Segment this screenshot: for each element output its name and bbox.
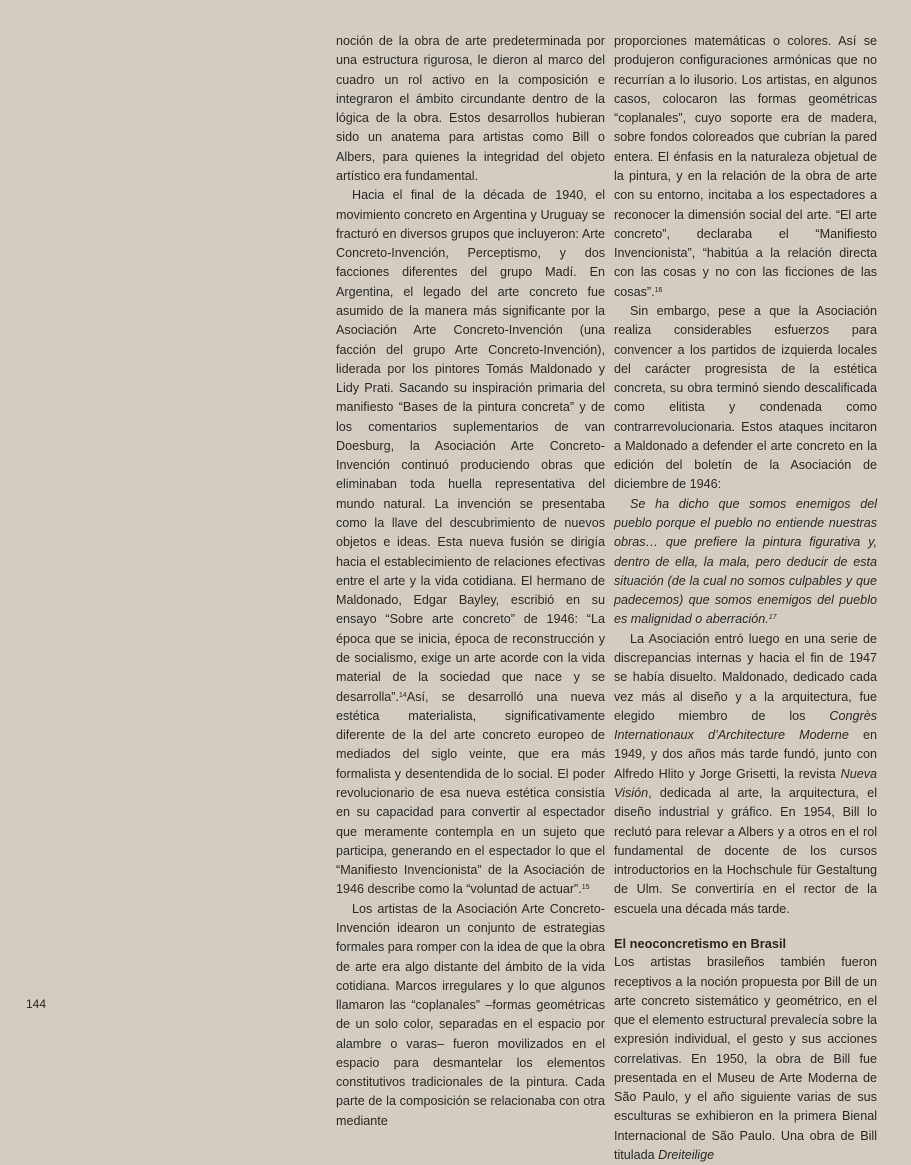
quote-text: Se ha dicho que somos enemigos del pueblo porque el pueblo no entiende nuestras obras… que prefiere la pintura figurativa y, dentro de ella, la mala, pero deducir de esta situación (de la cual no somos culpables y que padecemos) que somos enemigos del pueblo es malignidad o aberración.: [614, 496, 877, 627]
paragraph-text: Hacia el final de la década de 1940, el movimiento concreto en Argentina y Uruguay se fracturó en diversos grupos que incluyeron: Arte Concreto-Invención, Perceptismo, y dos facciones diferentes del grupo Madí. En Argentina, el legado del arte concreto fue asumido de la manera más significante por la Asociación Arte Concreto-Invención (una facción del grupo Arte Concreto-Invención), liderada por los pintores Tomás Maldonado y Lidy Prati. Sacando su inspiración primaria del manifiesto “Bases de la pintura concreta” y de los comentarios suplementarios de van Doesburg, la Asociación Arte Concreto-Invención continuó produciendo obras que eliminaban toda huella representativa del mundo natural. La invención se presentaba como la llave del descubrimiento de nuevos objetos e ideas. Esta nueva fusión se dirigía hacia el establecimiento de relaciones efectivas entre el arte y la vida cotidiana. El hermano de Maldonado, Edgar Bayley, escribió en su ensayo “Sobre arte concreto” de 1946: “La época que se inicia, época de reconstrucción y de socialismo, exige un arte acorde con la vida material de la sociedad que nace y se desarrolla”.: [336, 188, 605, 704]
footnote-ref: 15: [581, 884, 590, 892]
paragraph: [614, 32, 877, 302]
page-number: 144: [26, 997, 47, 1011]
paragraph-text: proporciones matemáticas o colores. Así se produjeron configuraciones armónicas que no recurrían a lo ilusorio. Los artistas, en algunos casos, colocaron las formas geométricas “coplanales”, cuyo soporte era de madera, sobre fondos coloreados que cubrían la pared entera. El énfasis en la naturaleza objetual de la pintura, y en la relación de la obra de arte con su entorno, incitaba a los espectadores a reconocer la dimensión social del arte. “El arte concreto”, declaraba el “Manifiesto Invencionista”, “habitúa a la relación directa con las cosas y no con las ficciones de las cosas”.: [614, 34, 877, 299]
paragraph-text: Los artistas brasileños también fueron receptivos a la noción propuesta por Bill de un arte concreto sistemático y geométrico, en el que el elemento estructural prevalecía sobre la expresión individual, el gesto y sus acciones correlativas. En 1950, la obra de Bill fue presentada en el Museu de Arte Moderna de São Paulo, y el año siguiente varias de sus esculturas se exhibieron en la primera Bienal Internacional de São Paulo. Una obra de Bill titulada: [614, 955, 877, 1163]
paragraph-text: , dedicada al arte, la arquitectura, el diseño industrial y gráfico. En 1954, Bill lo reclutó para relevar a Albers y a otros en el rol fundamental de docente de los cursos introductorios en la Hochschule für Gestaltung de Ulm. Se convertiría en el rector de la escuela una década más tarde.: [614, 785, 877, 916]
italic-title: Congrès Internationaux d’Architecture Moderne: [614, 708, 877, 743]
footnote-ref: 14: [399, 691, 407, 699]
paragraph: Sin embargo, pese a que la Asociación realiza considerables esfuerzos para convencer a los partidos de izquierda locales del carácter progresista de la estética concreta, su obra terminó siendo descalificada como elitista y condenada como contrarrevolucionaria. Estos ataques incitaron a Maldonado a defender el arte concreto en la edición del boletín de la Asociación de diciembre de 1946:: [614, 303, 877, 492]
footnote-ref: 16: [654, 286, 663, 294]
section-heading: El neoconcretismo en Brasil: [614, 935, 787, 951]
left-column: [336, 32, 605, 1131]
paragraph-text: en 1949, y dos años más tarde fundó, junto con Alfredo Hlito y Jorge Grisetti, la revista: [614, 728, 877, 781]
footnote-ref: 17: [768, 614, 777, 622]
paragraph: [336, 186, 605, 899]
paragraph-text: Así, se desarrolló una nueva estética materialista, significativamente diferente de la del arte concreto europeo de mediados del siglo veinte, que era más formalista y desentendida de lo social. El poder revolucionario de esa nueva estética consistía en su capacidad para convertir al espectador que meramente contempla en un sujeto que participa, generando en el espectador lo que el “Manifiesto Invencionista” de la Asociación de 1946 describe como la “voluntad de actuar”.: [336, 689, 605, 897]
paragraph: [614, 630, 877, 919]
italic-title: Nueva Visión: [614, 766, 877, 800]
right-column: [614, 32, 877, 1165]
italic-title: Dreiteilige: [658, 1148, 715, 1163]
paragraph: noción de la obra de arte predeterminada por una estructura rigurosa, le dieron al marco del cuadro un rol activo en la composición e integraron el ámbito circundante dentro de la lógica de la obra. Estos desarrollos hubieran sido un anatema para artistas como Bill o Albers, para quienes la integridad del objeto artístico era fundamental.: [336, 34, 605, 183]
paragraph: Los artistas de la Asociación Arte Concreto-Invención idearon un conjunto de estrategias formales para romper con la idea de que la obra de arte era algo distante del ámbito de la vida cotidiana. Marcos irregulares y lo que algunos llamaron las “coplanales” –formas geométricas de un solo color, separadas en el espacio por alambre o varas– fueron movilizados en el espacio para desmantelar los elementos constitutivos tradicionales de la pintura. Cada parte de la composición se relacionaba con otra mediante: [336, 901, 605, 1128]
block-quote: [614, 495, 877, 630]
paragraph: [614, 953, 877, 1165]
paragraph-text: La Asociación entró luego en una serie de discrepancias internas y hacia el fin de 1947 se había disuelto. Maldonado, dedicado cada vez más al diseño y a la arquitectura, fue elegido miembro de los: [614, 631, 877, 723]
